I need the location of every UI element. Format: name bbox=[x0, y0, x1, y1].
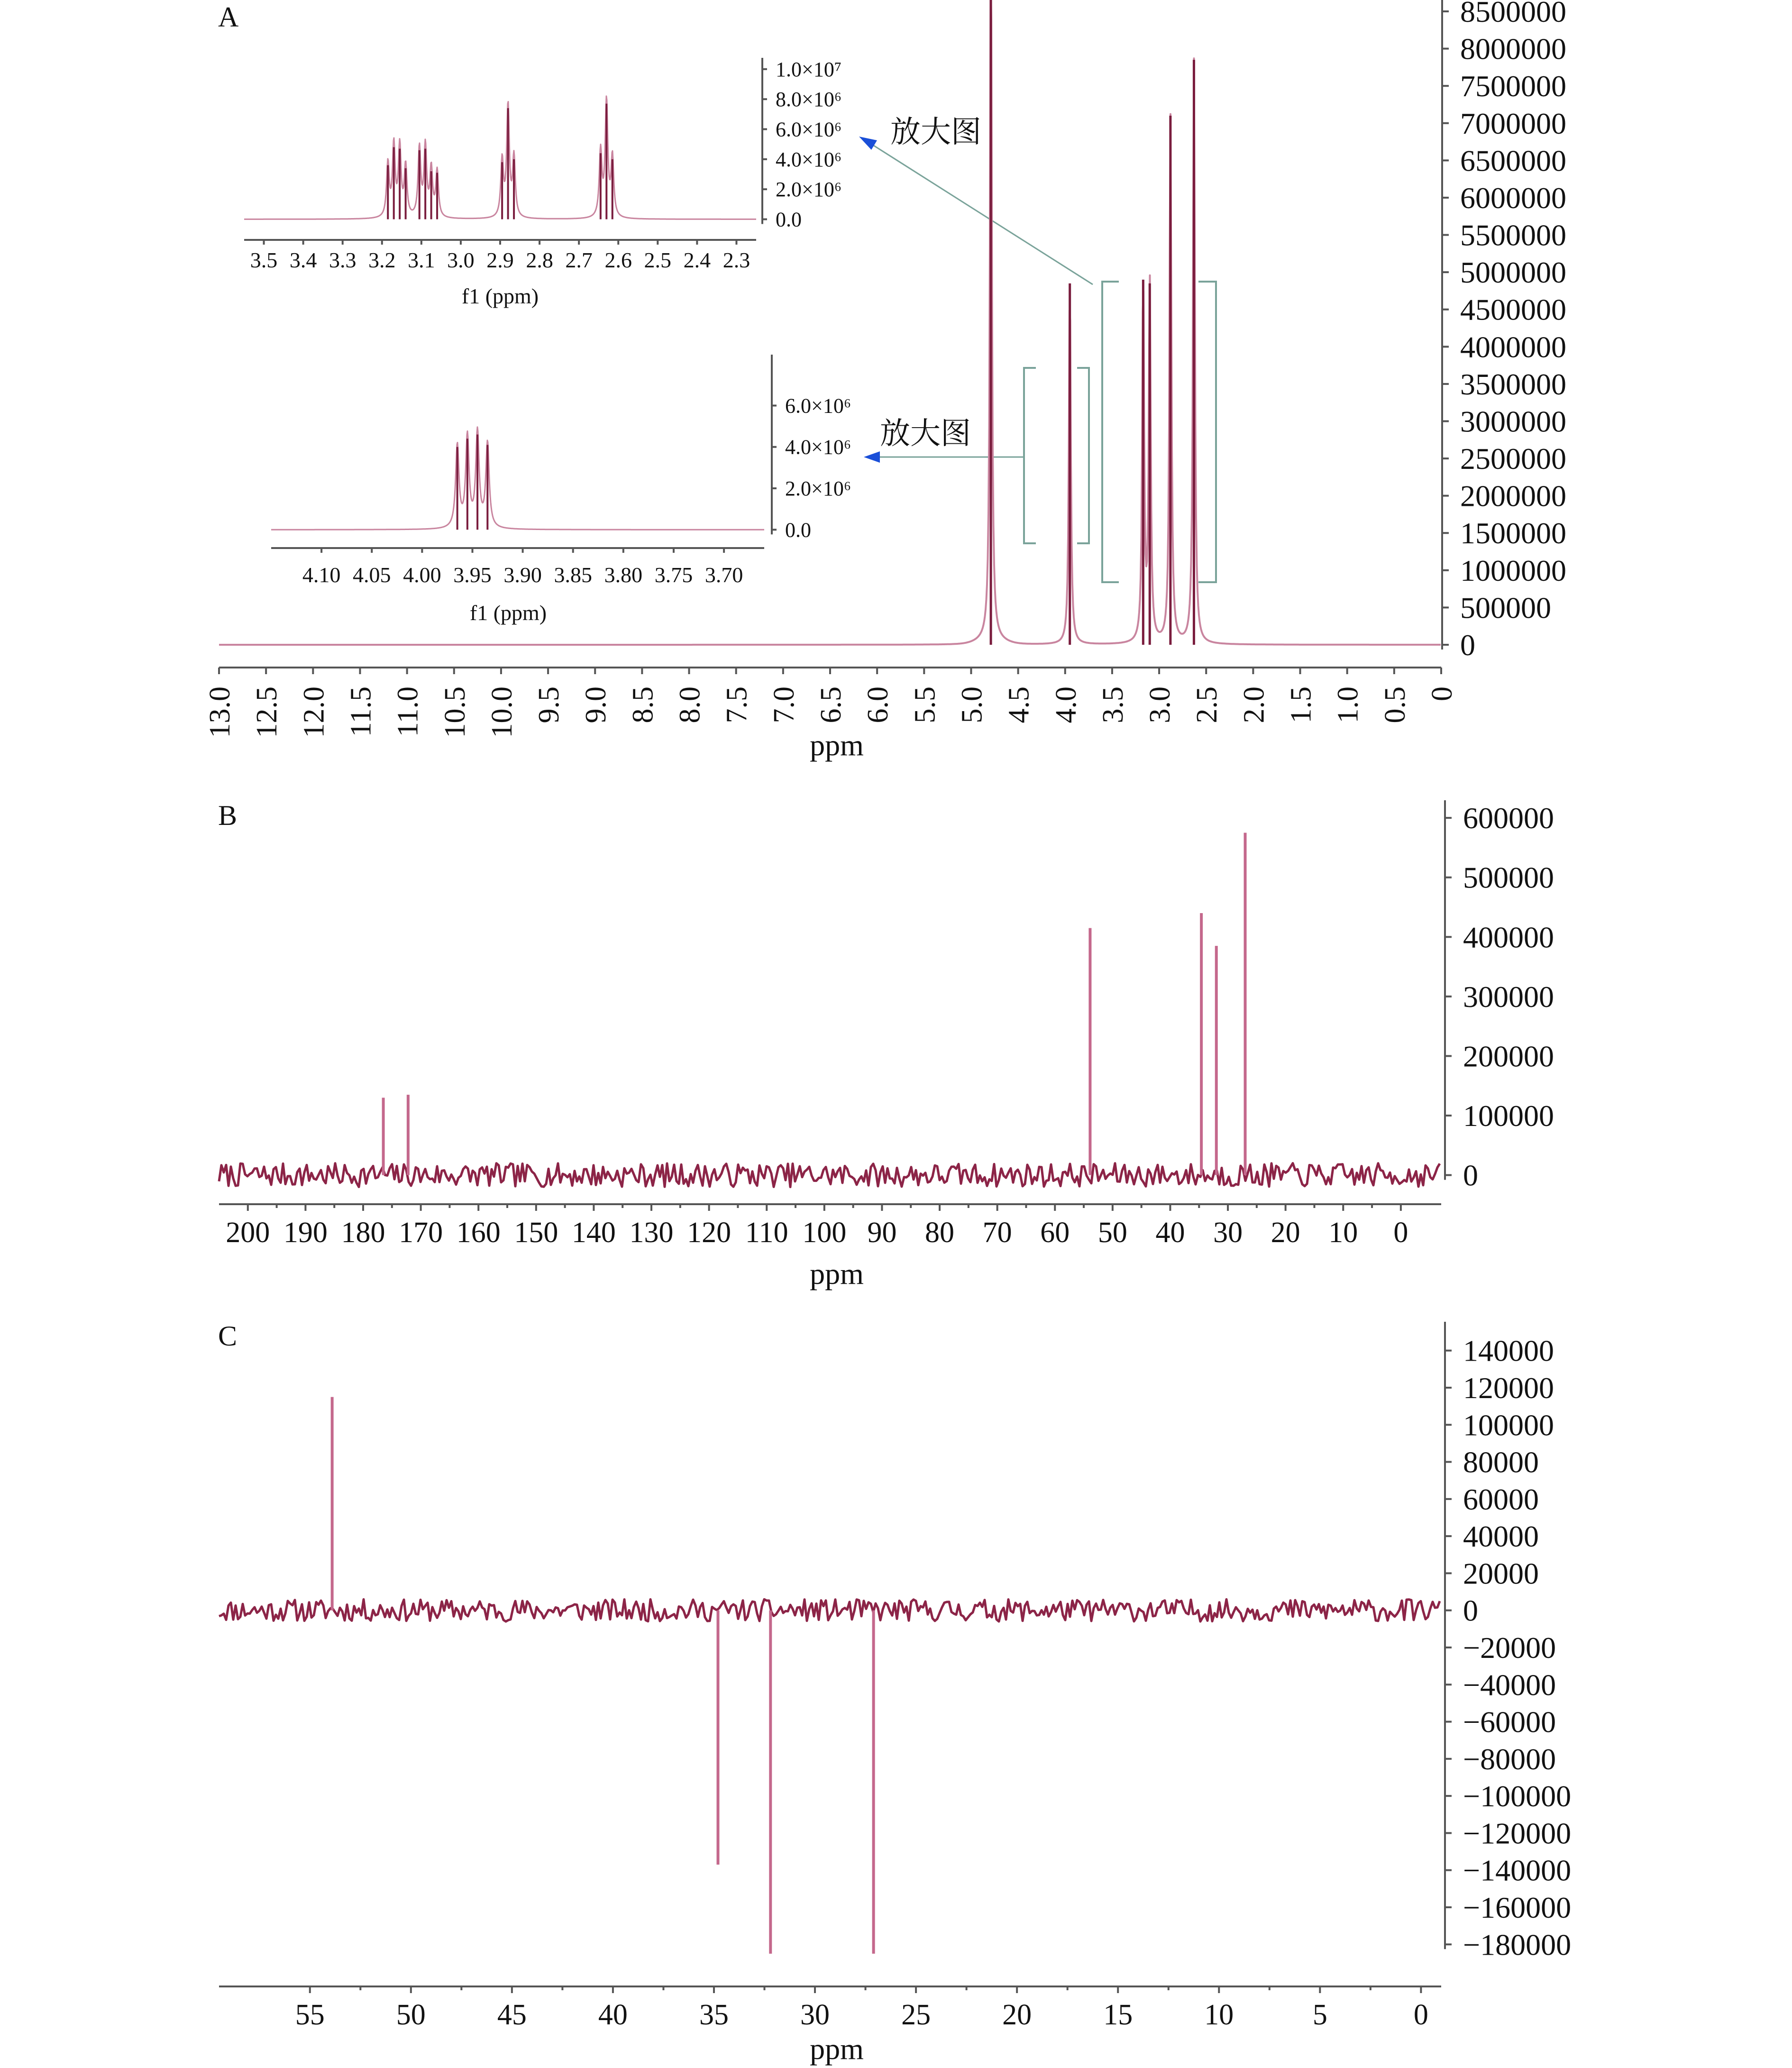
inset-upper-y-tick-label: 6.0×10⁶ bbox=[776, 118, 842, 141]
panel-a-x-tick-label: 0 bbox=[1426, 686, 1458, 701]
panel-a-x-tick-label: 5.5 bbox=[909, 686, 942, 723]
panel-b-x-tick-label: 60 bbox=[1040, 1217, 1070, 1249]
panel-c-x-tick-label: 45 bbox=[497, 1999, 527, 2031]
panel-a-x-tick-label: 8.0 bbox=[674, 686, 706, 723]
panel-a-x-tick-label: 12.5 bbox=[251, 686, 283, 738]
inset-upper-x-tick-label: 3.2 bbox=[368, 248, 396, 272]
panel-a-y-tick-label: 7500000 bbox=[1460, 69, 1566, 103]
panel-c-x-tick-label: 0 bbox=[1413, 1999, 1428, 2031]
annotation-label-upper: 放大图 bbox=[890, 115, 981, 149]
panel-b-y-tick-label: 400000 bbox=[1463, 920, 1554, 954]
panel-a-proton-spectrum bbox=[204, 0, 1566, 762]
panel-c-y-tick-label: −60000 bbox=[1463, 1705, 1556, 1739]
inset-lower-x-tick-label: 4.10 bbox=[302, 563, 341, 587]
panel-a-x-tick-label: 6.5 bbox=[815, 686, 847, 723]
inset-upper-x-tick-label: 2.9 bbox=[486, 248, 514, 272]
panel-c-x-tick-label: 55 bbox=[295, 1999, 325, 2031]
panel-a-y-tick-label: 2000000 bbox=[1460, 479, 1566, 513]
panel-c-y-tick-label: −40000 bbox=[1463, 1668, 1556, 1702]
panel-b-x-tick-label: 0 bbox=[1393, 1217, 1408, 1249]
panel-b-x-tick-label: 180 bbox=[341, 1217, 385, 1249]
panel-a-x-tick-label: 0.5 bbox=[1379, 686, 1411, 723]
inset-lower-y-tick-label: 6.0×10⁶ bbox=[785, 394, 851, 418]
panel-b-x-tick-label: 90 bbox=[867, 1217, 897, 1249]
arrow-upper-line bbox=[869, 142, 1093, 284]
panel-b-x-tick-label: 150 bbox=[514, 1217, 558, 1249]
panel-a-x-tick-label: 5.0 bbox=[956, 686, 988, 723]
panel-c-letter: C bbox=[218, 1320, 238, 1352]
arrow-lower-head bbox=[864, 451, 880, 463]
panel-a-y-tick-label: 8000000 bbox=[1460, 32, 1566, 66]
panel-c-y-tick-label: 20000 bbox=[1463, 1556, 1539, 1591]
panel-b-letter: B bbox=[218, 800, 238, 831]
inset-upper-x-tick-label: 3.3 bbox=[329, 248, 357, 272]
panel-c-x-axis-title: ppm bbox=[810, 2032, 864, 2066]
panel-a-x-tick-label: 9.5 bbox=[533, 686, 566, 723]
panel-c-x-tick-label: 30 bbox=[800, 1999, 830, 2031]
panel-b-y-tick-label: 500000 bbox=[1463, 860, 1554, 895]
panel-c-y-tick-label: −160000 bbox=[1463, 1891, 1572, 1924]
bracket-left-lower bbox=[1024, 368, 1036, 543]
panel-a-y-tick-label: 5000000 bbox=[1460, 256, 1566, 290]
panel-a-x-tick-label: 2.5 bbox=[1191, 686, 1224, 723]
inset-lower-x-axis-title: f1 (ppm) bbox=[469, 601, 547, 625]
panel-b-x-tick-label: 120 bbox=[687, 1217, 731, 1249]
panel-b-x-tick-label: 160 bbox=[456, 1217, 501, 1249]
panel-c-y-tick-label: −20000 bbox=[1463, 1631, 1556, 1665]
panel-c-x-tick-label: 5 bbox=[1312, 1999, 1327, 2031]
panel-a-x-tick-label: 10.0 bbox=[485, 686, 518, 738]
panel-b-x-tick-label: 140 bbox=[571, 1217, 616, 1249]
panel-b-x-tick-label: 50 bbox=[1097, 1217, 1127, 1249]
panel-a-y-tick-label: 1000000 bbox=[1460, 553, 1566, 587]
panel-a-x-tick-label: 3.0 bbox=[1144, 686, 1177, 723]
panel-c-y-tick-label: 100000 bbox=[1463, 1408, 1554, 1442]
panel-a-y-tick-label: 6000000 bbox=[1460, 181, 1566, 215]
panel-a-x-tick-label: 7.5 bbox=[721, 686, 753, 723]
panel-a-x-tick-label: 1.0 bbox=[1332, 686, 1364, 723]
panel-a-y-tick-label: 8500000 bbox=[1460, 0, 1566, 28]
panel-c-y-tick-label: 140000 bbox=[1463, 1334, 1554, 1368]
inset-lower-spectrum-line bbox=[271, 427, 764, 530]
inset-upper-x-tick-label: 2.3 bbox=[722, 248, 750, 272]
annotation-label-lower: 放大图 bbox=[880, 417, 971, 450]
panel-a-x-tick-label: 8.5 bbox=[627, 686, 659, 723]
panel-b-y-tick-label: 100000 bbox=[1463, 1099, 1554, 1133]
panel-b-x-tick-label: 100 bbox=[802, 1217, 847, 1249]
panel-b-x-tick-label: 130 bbox=[629, 1217, 674, 1249]
panel-a-x-tick-label: 1.5 bbox=[1285, 686, 1317, 723]
panel-a-x-tick-label: 11.5 bbox=[345, 686, 377, 737]
panel-a-y-tick-label: 500000 bbox=[1460, 591, 1551, 625]
panel-c-dept-spectrum bbox=[218, 1320, 1571, 2066]
inset-upper-x-tick-label: 3.4 bbox=[289, 248, 317, 272]
panel-c-y-tick-label: 120000 bbox=[1463, 1371, 1554, 1405]
panel-b-x-tick-label: 20 bbox=[1271, 1217, 1300, 1249]
panel-a-x-tick-label: 7.0 bbox=[768, 686, 800, 723]
inset-upper-x-tick-label: 2.5 bbox=[644, 248, 672, 272]
panel-b-x-tick-label: 110 bbox=[745, 1217, 788, 1249]
panel-c-spectrum-line bbox=[219, 1599, 1440, 1621]
panel-c-x-tick-label: 40 bbox=[598, 1999, 628, 2031]
panel-b-x-tick-label: 30 bbox=[1213, 1217, 1243, 1249]
inset-lower-x-tick-label: 3.85 bbox=[554, 563, 592, 587]
panel-a-y-tick-label: 6500000 bbox=[1460, 144, 1566, 178]
inset-upper-y-tick-label: 0.0 bbox=[776, 208, 802, 231]
panel-b-y-tick-label: 0 bbox=[1463, 1158, 1478, 1192]
inset-lower-x-tick-label: 3.90 bbox=[503, 563, 542, 587]
bracket-left-upper bbox=[1102, 282, 1119, 582]
inset-upper-x-tick-label: 2.7 bbox=[565, 248, 593, 272]
panel-a-y-tick-label: 4000000 bbox=[1460, 330, 1566, 364]
panel-a-x-tick-label: 13.0 bbox=[204, 686, 236, 738]
panel-a-x-axis-title: ppm bbox=[810, 728, 864, 762]
panel-c-y-tick-label: −100000 bbox=[1463, 1779, 1572, 1813]
inset-lower-x-tick-label: 3.75 bbox=[654, 563, 693, 587]
panel-c-x-tick-label: 20 bbox=[1002, 1999, 1032, 2031]
panel-b-carbon-spectrum bbox=[218, 800, 1554, 1290]
inset-upper-y-tick-label: 8.0×10⁶ bbox=[776, 88, 842, 111]
panel-b-y-tick-label: 600000 bbox=[1463, 801, 1554, 835]
panel-c-y-tick-label: 80000 bbox=[1463, 1445, 1539, 1479]
inset-upper-y-tick-label: 2.0×10⁶ bbox=[776, 178, 842, 201]
inset-upper-y-tick-label: 4.0×10⁶ bbox=[776, 147, 842, 171]
panel-c-x-tick-label: 50 bbox=[396, 1999, 426, 2031]
panel-b-x-axis-title: ppm bbox=[810, 1257, 864, 1290]
panel-c-y-tick-label: −80000 bbox=[1463, 1742, 1556, 1776]
panel-a-letter: A bbox=[218, 1, 239, 33]
inset-lower-x-tick-label: 3.70 bbox=[704, 563, 743, 587]
panel-c-y-tick-label: −120000 bbox=[1463, 1816, 1572, 1850]
panel-a-y-tick-label: 3500000 bbox=[1460, 367, 1566, 401]
panel-a-x-tick-label: 12.0 bbox=[298, 686, 330, 738]
panel-a-y-tick-label: 3000000 bbox=[1460, 404, 1566, 439]
panel-b-x-tick-label: 170 bbox=[399, 1217, 443, 1249]
inset-lower-y-tick-label: 4.0×10⁶ bbox=[785, 435, 851, 459]
inset-upper-x-tick-label: 3.1 bbox=[408, 248, 435, 272]
panel-b-spectrum-line bbox=[219, 1163, 1440, 1187]
inset-upper-x-tick-label: 3.0 bbox=[447, 248, 475, 272]
panel-a-x-tick-label: 6.0 bbox=[862, 686, 895, 723]
inset-lower-x-tick-label: 4.05 bbox=[352, 563, 391, 587]
panel-c-y-tick-label: −140000 bbox=[1463, 1853, 1572, 1887]
panel-a-y-tick-label: 5500000 bbox=[1460, 218, 1566, 252]
inset-upper-spectrum-line bbox=[244, 96, 756, 220]
bracket-right-lower bbox=[1077, 368, 1089, 543]
panel-a-x-tick-label: 10.5 bbox=[439, 686, 471, 738]
panel-b-x-tick-label: 70 bbox=[982, 1217, 1012, 1249]
inset-lower-x-tick-label: 3.80 bbox=[604, 563, 643, 587]
panel-c-x-tick-label: 15 bbox=[1103, 1999, 1133, 2031]
arrow-upper-head bbox=[859, 137, 877, 150]
inset-upper-x-tick-label: 2.4 bbox=[683, 248, 711, 272]
panel-c-x-tick-label: 10 bbox=[1204, 1999, 1234, 2031]
inset-upper-x-tick-label: 2.6 bbox=[604, 248, 632, 272]
panel-a-x-tick-label: 3.5 bbox=[1097, 686, 1129, 723]
panel-a-x-tick-label: 9.0 bbox=[580, 686, 613, 723]
panel-b-x-tick-label: 190 bbox=[283, 1217, 328, 1249]
panel-a-y-tick-label: 7000000 bbox=[1460, 106, 1566, 140]
panel-a-y-tick-label: 2500000 bbox=[1460, 442, 1566, 476]
panel-a-x-tick-label: 4.0 bbox=[1050, 686, 1082, 723]
inset-lower-y-tick-label: 2.0×10⁶ bbox=[785, 477, 851, 500]
inset-lower-y-tick-label: 0.0 bbox=[785, 518, 811, 542]
panel-b-x-tick-label: 10 bbox=[1328, 1217, 1358, 1249]
panel-a-y-tick-label: 1500000 bbox=[1460, 516, 1566, 550]
bracket-right-upper bbox=[1198, 282, 1216, 582]
panel-c-y-tick-label: 60000 bbox=[1463, 1482, 1539, 1516]
panel-a-y-tick-label: 4500000 bbox=[1460, 293, 1566, 327]
panel-a-x-tick-label: 11.0 bbox=[392, 686, 424, 737]
inset-lower-x-tick-label: 3.95 bbox=[453, 563, 492, 587]
panel-b-y-tick-label: 300000 bbox=[1463, 979, 1554, 1014]
inset-upper-y-tick-label: 1.0×10⁷ bbox=[776, 57, 842, 81]
panel-b-x-tick-label: 200 bbox=[226, 1217, 270, 1249]
panel-b-x-tick-label: 40 bbox=[1155, 1217, 1185, 1249]
inset-upper-x-tick-label: 2.8 bbox=[526, 248, 553, 272]
panel-b-y-tick-label: 200000 bbox=[1463, 1039, 1554, 1073]
panel-b-x-tick-label: 80 bbox=[925, 1217, 955, 1249]
inset-upper-x-axis-title: f1 (ppm) bbox=[461, 284, 539, 308]
panel-a-x-tick-label: 4.5 bbox=[1003, 686, 1035, 723]
panel-a-x-tick-label: 2.0 bbox=[1238, 686, 1271, 723]
panel-a-y-tick-label: 0 bbox=[1460, 628, 1475, 662]
panel-c-y-tick-label: 40000 bbox=[1463, 1519, 1539, 1554]
panel-c-y-tick-label: −180000 bbox=[1463, 1928, 1572, 1962]
panel-c-x-tick-label: 35 bbox=[699, 1999, 729, 2031]
inset-upper-x-tick-label: 3.5 bbox=[250, 248, 278, 272]
inset-lower-x-tick-label: 4.00 bbox=[403, 563, 441, 587]
panel-c-x-tick-label: 25 bbox=[901, 1999, 931, 2031]
panel-c-y-tick-label: 0 bbox=[1463, 1593, 1478, 1628]
